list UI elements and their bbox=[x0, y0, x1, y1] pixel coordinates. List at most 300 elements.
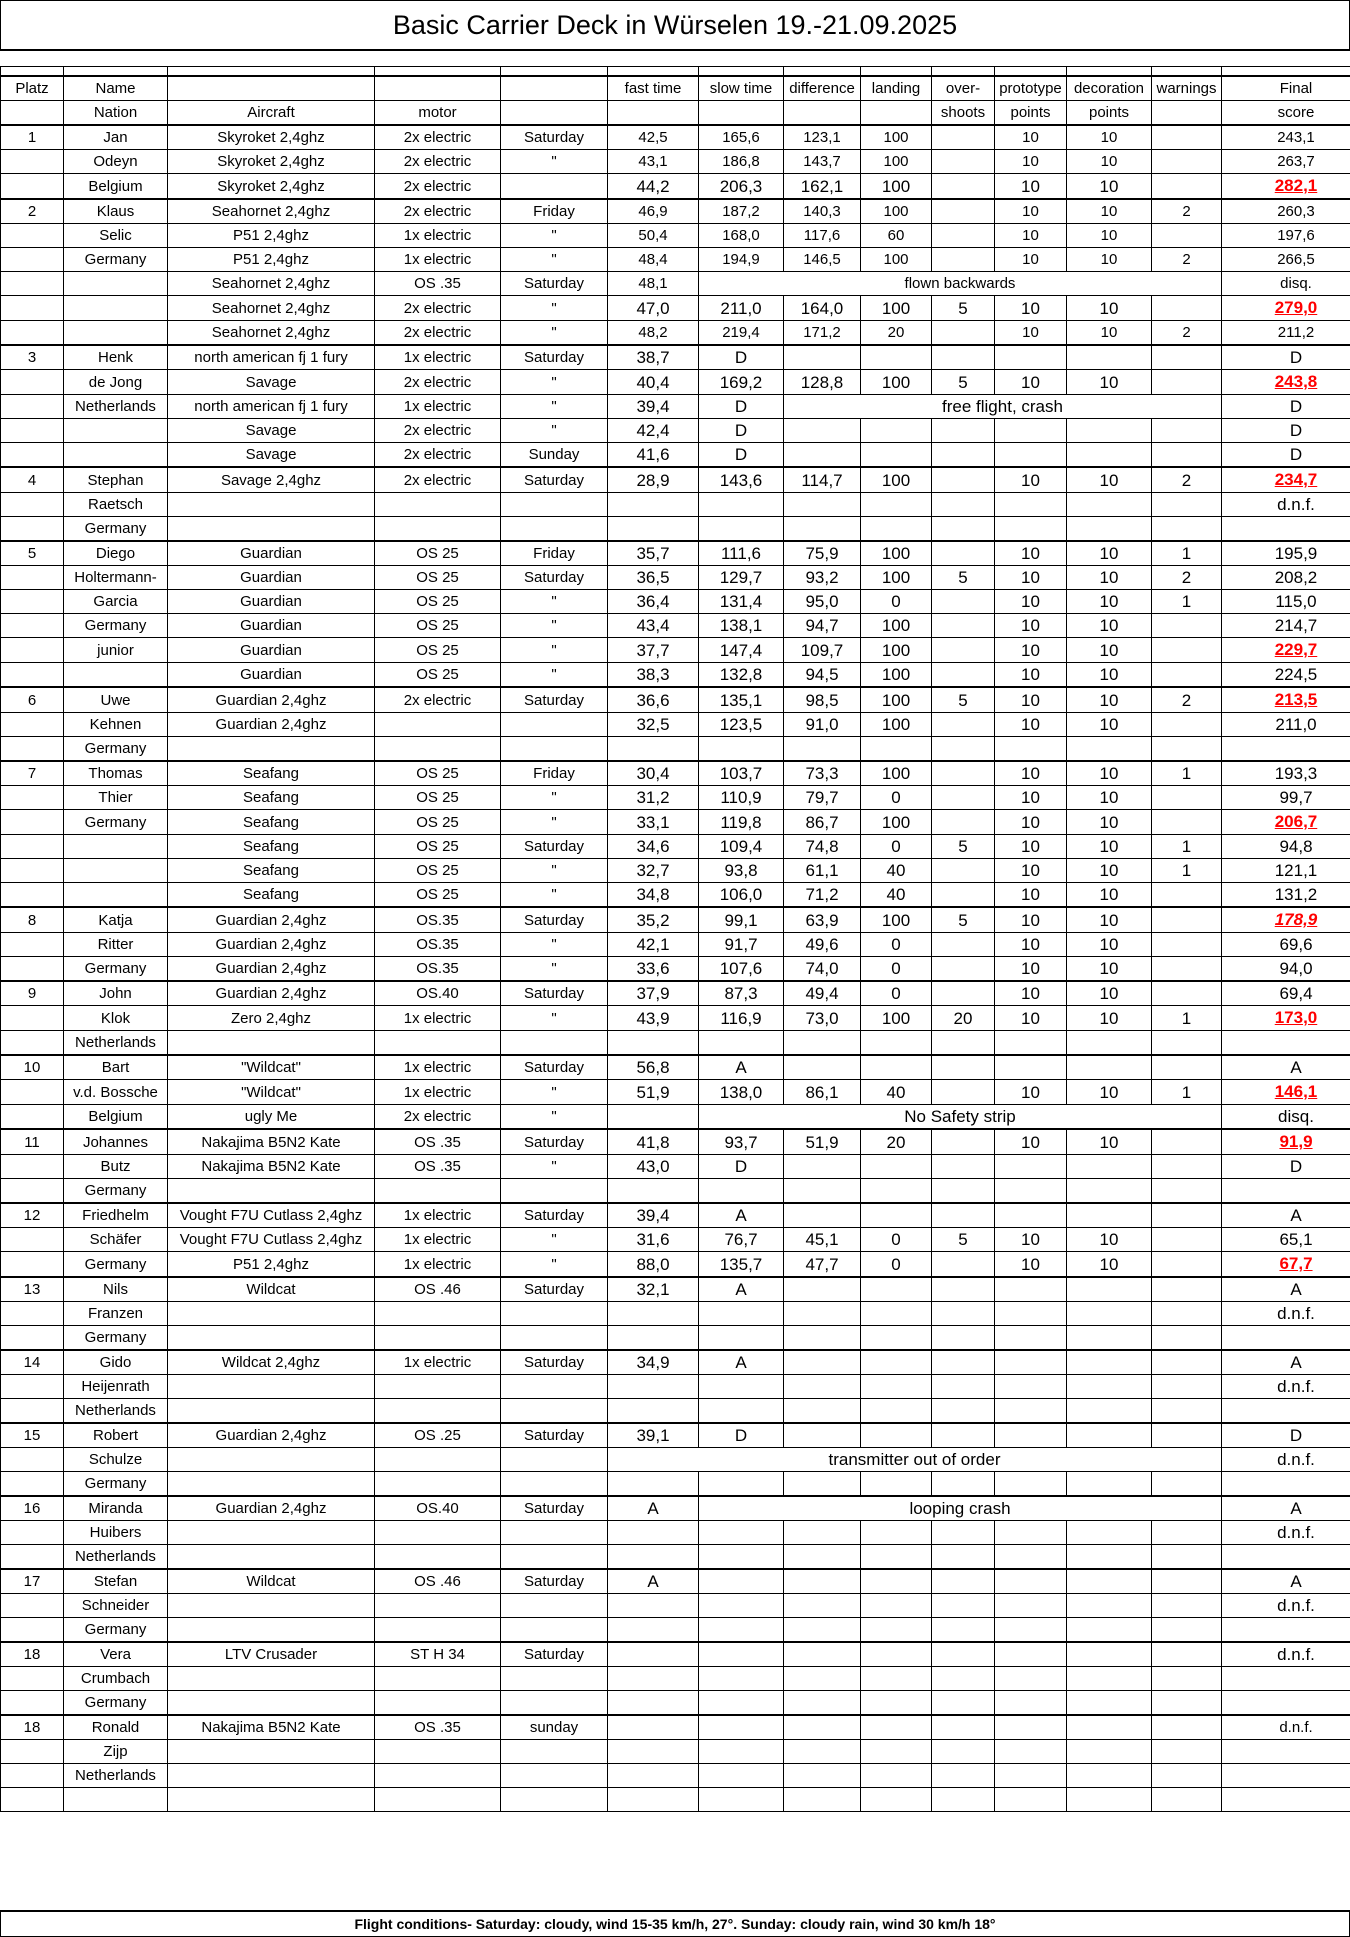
slow-time-cell: 132,8 bbox=[699, 663, 784, 688]
fast-time-cell bbox=[608, 1375, 699, 1399]
day-cell bbox=[501, 1375, 608, 1399]
motor-cell bbox=[375, 1740, 501, 1764]
difference-cell: 74,8 bbox=[784, 835, 861, 859]
decoration-cell bbox=[1067, 1667, 1152, 1691]
aircraft-cell bbox=[168, 1448, 375, 1472]
difference-cell bbox=[784, 1472, 861, 1497]
slow-time-cell: D bbox=[699, 395, 784, 419]
name-cell: Netherlands bbox=[64, 395, 168, 419]
day-cell: Saturday bbox=[501, 566, 608, 590]
place-cell bbox=[1, 419, 64, 443]
name-cell: Odeyn bbox=[64, 150, 168, 174]
decoration-cell: 10 bbox=[1067, 933, 1152, 957]
table-row bbox=[1, 737, 1350, 762]
table-row bbox=[1, 614, 1350, 638]
decoration-cell bbox=[1067, 1594, 1152, 1618]
table-row bbox=[1, 1375, 1350, 1399]
name-cell: v.d. Bossche bbox=[64, 1080, 168, 1105]
final-score-cell: D bbox=[1222, 443, 1350, 468]
table-row bbox=[1, 1545, 1350, 1570]
table-row bbox=[1, 1006, 1350, 1031]
fast-time-cell: 39,4 bbox=[608, 395, 699, 419]
difference-cell: 162,1 bbox=[784, 174, 861, 200]
difference-cell: 128,8 bbox=[784, 370, 861, 395]
final-score-cell: disq. bbox=[1222, 1105, 1350, 1130]
motor-cell: OS 25 bbox=[375, 638, 501, 663]
decoration-cell bbox=[1067, 1569, 1152, 1594]
name-cell: Kehnen bbox=[64, 713, 168, 737]
motor-cell: OS 25 bbox=[375, 566, 501, 590]
best-score: 282,1 bbox=[1275, 176, 1318, 195]
fast-time-cell bbox=[608, 1715, 699, 1740]
slow-time-cell bbox=[699, 1375, 784, 1399]
final-score-cell: 115,0 bbox=[1222, 590, 1350, 614]
prototype-cell: 10 bbox=[995, 590, 1067, 614]
landing-cell bbox=[861, 1399, 932, 1424]
day-cell: Saturday bbox=[501, 345, 608, 370]
table-row bbox=[1, 248, 1350, 272]
decoration-cell: 10 bbox=[1067, 810, 1152, 835]
header-cell: points bbox=[1067, 101, 1152, 126]
final-score-cell: 195,9 bbox=[1222, 541, 1350, 566]
aircraft-cell bbox=[168, 1179, 375, 1204]
place-cell: 17 bbox=[1, 1569, 64, 1594]
slow-time-cell: 119,8 bbox=[699, 810, 784, 835]
prototype-cell: 10 bbox=[995, 810, 1067, 835]
motor-cell: 1x electric bbox=[375, 1006, 501, 1031]
place-cell: 2 bbox=[1, 199, 64, 224]
prototype-cell: 10 bbox=[995, 883, 1067, 908]
slow-time-cell bbox=[699, 1691, 784, 1716]
name-cell: Germany bbox=[64, 248, 168, 272]
prototype-cell: 10 bbox=[995, 1080, 1067, 1105]
decoration-cell: 10 bbox=[1067, 370, 1152, 395]
day-cell: Saturday bbox=[501, 1496, 608, 1521]
final-score-cell bbox=[1222, 1618, 1350, 1643]
prototype-cell: 10 bbox=[995, 296, 1067, 321]
place-cell: 18 bbox=[1, 1715, 64, 1740]
difference-cell: 123,1 bbox=[784, 125, 861, 150]
prototype-cell bbox=[995, 1764, 1067, 1788]
prototype-cell: 10 bbox=[995, 370, 1067, 395]
fast-time-cell bbox=[608, 1031, 699, 1056]
difference-cell: 49,4 bbox=[784, 981, 861, 1006]
table-row bbox=[1, 981, 1350, 1006]
motor-cell bbox=[375, 493, 501, 517]
final-score-cell: 263,7 bbox=[1222, 150, 1350, 174]
day-cell: " bbox=[501, 1228, 608, 1252]
motor-cell: 2x electric bbox=[375, 443, 501, 468]
final-score-cell: d.n.f. bbox=[1222, 1302, 1350, 1326]
name-cell: Henk bbox=[64, 345, 168, 370]
aircraft-cell bbox=[168, 517, 375, 542]
table-row bbox=[1, 761, 1350, 786]
landing-cell bbox=[861, 1423, 932, 1448]
warnings-cell: 1 bbox=[1152, 1006, 1222, 1031]
final-score-cell: 197,6 bbox=[1222, 224, 1350, 248]
day-cell: " bbox=[501, 321, 608, 346]
day-cell bbox=[501, 1031, 608, 1056]
header-cell: slow time bbox=[699, 76, 784, 101]
prototype-cell bbox=[995, 737, 1067, 762]
motor-cell: OS 25 bbox=[375, 614, 501, 638]
difference-cell: 98,5 bbox=[784, 687, 861, 713]
final-score-cell: d.n.f. bbox=[1222, 1642, 1350, 1667]
overshoots-cell bbox=[932, 1423, 995, 1448]
landing-cell: 100 bbox=[861, 638, 932, 663]
table-row bbox=[1, 1472, 1350, 1497]
fast-time-cell: 36,5 bbox=[608, 566, 699, 590]
overshoots-cell: 5 bbox=[932, 566, 995, 590]
aircraft-cell: Guardian 2,4ghz bbox=[168, 1496, 375, 1521]
fast-time-cell: 35,2 bbox=[608, 907, 699, 933]
warnings-cell bbox=[1152, 1155, 1222, 1179]
final-score-cell: A bbox=[1222, 1277, 1350, 1302]
slow-time-cell: D bbox=[699, 1423, 784, 1448]
day-cell: " bbox=[501, 810, 608, 835]
aircraft-cell: Guardian bbox=[168, 590, 375, 614]
best-score: 91,9 bbox=[1279, 1132, 1312, 1151]
prototype-cell bbox=[995, 1569, 1067, 1594]
decoration-cell: 10 bbox=[1067, 541, 1152, 566]
aircraft-cell: "Wildcat" bbox=[168, 1080, 375, 1105]
warnings-cell bbox=[1152, 517, 1222, 542]
final-score-cell bbox=[1222, 1472, 1350, 1497]
aircraft-cell: Wildcat bbox=[168, 1277, 375, 1302]
place-cell: 14 bbox=[1, 1350, 64, 1375]
prototype-cell bbox=[995, 1031, 1067, 1056]
difference-cell bbox=[784, 1521, 861, 1545]
landing-cell bbox=[861, 1569, 932, 1594]
slow-time-cell: 91,7 bbox=[699, 933, 784, 957]
decoration-cell: 10 bbox=[1067, 981, 1152, 1006]
difference-cell bbox=[784, 1179, 861, 1204]
slow-time-cell: 111,6 bbox=[699, 541, 784, 566]
name-cell: Germany bbox=[64, 517, 168, 542]
table-row bbox=[1, 419, 1350, 443]
place-cell: 5 bbox=[1, 541, 64, 566]
day-cell: " bbox=[501, 933, 608, 957]
difference-cell: 114,7 bbox=[784, 467, 861, 493]
slow-time-cell: 109,4 bbox=[699, 835, 784, 859]
difference-cell bbox=[784, 345, 861, 370]
warnings-cell bbox=[1152, 125, 1222, 150]
motor-cell: 2x electric bbox=[375, 125, 501, 150]
day-cell: Sunday bbox=[501, 443, 608, 468]
warnings-cell bbox=[1152, 1569, 1222, 1594]
slow-time-cell: 219,4 bbox=[699, 321, 784, 346]
warnings-cell: 1 bbox=[1152, 859, 1222, 883]
best-score: 213,5 bbox=[1275, 690, 1318, 709]
decoration-cell bbox=[1067, 1764, 1152, 1788]
place-cell bbox=[1, 1667, 64, 1691]
overshoots-cell bbox=[932, 1055, 995, 1080]
table-row bbox=[1, 517, 1350, 542]
name-cell: Netherlands bbox=[64, 1545, 168, 1570]
motor-cell: OS.40 bbox=[375, 1496, 501, 1521]
day-cell: Friday bbox=[501, 541, 608, 566]
note-cell: transmitter out of order bbox=[608, 1448, 1222, 1472]
name-cell: Crumbach bbox=[64, 1667, 168, 1691]
final-score-cell: D bbox=[1222, 345, 1350, 370]
spacer-row bbox=[1, 67, 1350, 77]
prototype-cell bbox=[995, 1423, 1067, 1448]
aircraft-cell: Guardian bbox=[168, 566, 375, 590]
motor-cell bbox=[375, 1545, 501, 1570]
motor-cell: 2x electric bbox=[375, 687, 501, 713]
fast-time-cell bbox=[608, 1545, 699, 1570]
header-cell bbox=[501, 101, 608, 126]
day-cell: " bbox=[501, 590, 608, 614]
table-row bbox=[1, 1496, 1350, 1521]
overshoots-cell: 5 bbox=[932, 835, 995, 859]
table-row bbox=[1, 1105, 1350, 1130]
motor-cell bbox=[375, 1521, 501, 1545]
table-row bbox=[1, 933, 1350, 957]
warnings-cell bbox=[1152, 1326, 1222, 1351]
fast-time-cell bbox=[608, 1472, 699, 1497]
note-cell: flown backwards bbox=[699, 272, 1222, 296]
prototype-cell: 10 bbox=[995, 566, 1067, 590]
decoration-cell bbox=[1067, 1326, 1152, 1351]
table-row bbox=[1, 1423, 1350, 1448]
warnings-cell: 1 bbox=[1152, 541, 1222, 566]
difference-cell bbox=[784, 419, 861, 443]
name-cell: John bbox=[64, 981, 168, 1006]
aircraft-cell: Savage 2,4ghz bbox=[168, 467, 375, 493]
slow-time-cell: 211,0 bbox=[699, 296, 784, 321]
motor-cell: OS 25 bbox=[375, 541, 501, 566]
final-score-cell: D bbox=[1222, 1423, 1350, 1448]
slow-time-cell: 168,0 bbox=[699, 224, 784, 248]
landing-cell: 40 bbox=[861, 1080, 932, 1105]
aircraft-cell: Seafang bbox=[168, 859, 375, 883]
day-cell: Saturday bbox=[501, 1129, 608, 1155]
place-cell bbox=[1, 1545, 64, 1570]
difference-cell: 94,7 bbox=[784, 614, 861, 638]
day-cell: " bbox=[501, 859, 608, 883]
overshoots-cell bbox=[932, 1399, 995, 1424]
motor-cell: 2x electric bbox=[375, 370, 501, 395]
place-cell: 12 bbox=[1, 1203, 64, 1228]
warnings-cell bbox=[1152, 1521, 1222, 1545]
prototype-cell bbox=[995, 1326, 1067, 1351]
place-cell: 3 bbox=[1, 345, 64, 370]
header-cell: decoration bbox=[1067, 76, 1152, 101]
difference-cell: 63,9 bbox=[784, 907, 861, 933]
header-cell: points bbox=[995, 101, 1067, 126]
day-cell: " bbox=[501, 957, 608, 982]
aircraft-cell: Seafang bbox=[168, 835, 375, 859]
decoration-cell bbox=[1067, 1203, 1152, 1228]
final-score-cell bbox=[1222, 737, 1350, 762]
header-cell: landing bbox=[861, 76, 932, 101]
slow-time-cell: 103,7 bbox=[699, 761, 784, 786]
table-row bbox=[1, 1203, 1350, 1228]
final-score-cell: 94,0 bbox=[1222, 957, 1350, 982]
prototype-cell: 10 bbox=[995, 1006, 1067, 1031]
place-cell bbox=[1, 395, 64, 419]
place-cell: 7 bbox=[1, 761, 64, 786]
landing-cell: 0 bbox=[861, 957, 932, 982]
header-cell: Final bbox=[1222, 76, 1350, 101]
landing-cell: 100 bbox=[861, 370, 932, 395]
prototype-cell: 10 bbox=[995, 150, 1067, 174]
decoration-cell: 10 bbox=[1067, 1252, 1152, 1278]
final-score-cell: d.n.f. bbox=[1222, 1448, 1350, 1472]
best-score: 229,7 bbox=[1275, 640, 1318, 659]
overshoots-cell bbox=[932, 443, 995, 468]
overshoots-cell bbox=[932, 541, 995, 566]
landing-cell: 0 bbox=[861, 981, 932, 1006]
landing-cell bbox=[861, 1691, 932, 1716]
prototype-cell: 10 bbox=[995, 687, 1067, 713]
overshoots-cell bbox=[932, 614, 995, 638]
place-cell bbox=[1, 1691, 64, 1716]
difference-cell bbox=[784, 1642, 861, 1667]
decoration-cell bbox=[1067, 1055, 1152, 1080]
prototype-cell: 10 bbox=[995, 199, 1067, 224]
header-cell: Platz bbox=[1, 76, 64, 101]
name-cell bbox=[64, 321, 168, 346]
final-score-cell bbox=[1222, 1764, 1350, 1788]
overshoots-cell bbox=[932, 1252, 995, 1278]
table-row bbox=[1, 296, 1350, 321]
prototype-cell bbox=[995, 1375, 1067, 1399]
aircraft-cell: north american fj 1 fury bbox=[168, 395, 375, 419]
name-cell: Germany bbox=[64, 957, 168, 982]
day-cell: " bbox=[501, 296, 608, 321]
place-cell bbox=[1, 883, 64, 908]
aircraft-cell: P51 2,4ghz bbox=[168, 1252, 375, 1278]
motor-cell: OS 25 bbox=[375, 810, 501, 835]
table-row bbox=[1, 1080, 1350, 1105]
place-cell bbox=[1, 737, 64, 762]
name-cell bbox=[64, 272, 168, 296]
name-cell: Johannes bbox=[64, 1129, 168, 1155]
place-cell bbox=[1, 174, 64, 200]
landing-cell bbox=[861, 517, 932, 542]
overshoots-cell: 5 bbox=[932, 296, 995, 321]
motor-cell: OS.35 bbox=[375, 957, 501, 982]
prototype-cell: 10 bbox=[995, 981, 1067, 1006]
overshoots-cell: 5 bbox=[932, 1228, 995, 1252]
fast-time-cell: 34,9 bbox=[608, 1350, 699, 1375]
name-cell: Garcia bbox=[64, 590, 168, 614]
name-cell: Netherlands bbox=[64, 1764, 168, 1788]
decoration-cell bbox=[1067, 517, 1152, 542]
slow-time-cell: 147,4 bbox=[699, 638, 784, 663]
prototype-cell bbox=[995, 443, 1067, 468]
overshoots-cell bbox=[932, 1545, 995, 1570]
final-score-cell bbox=[1222, 1399, 1350, 1424]
difference-cell: 93,2 bbox=[784, 566, 861, 590]
fast-time-cell: 48,1 bbox=[608, 272, 699, 296]
aircraft-cell: Guardian 2,4ghz bbox=[168, 907, 375, 933]
final-score-cell bbox=[1222, 174, 1350, 200]
aircraft-cell bbox=[168, 1740, 375, 1764]
overshoots-cell bbox=[932, 638, 995, 663]
landing-cell bbox=[861, 1594, 932, 1618]
place-cell bbox=[1, 1399, 64, 1424]
fast-time-cell bbox=[608, 1618, 699, 1643]
landing-cell bbox=[861, 1302, 932, 1326]
aircraft-cell bbox=[168, 1326, 375, 1351]
fast-time-cell: 43,9 bbox=[608, 1006, 699, 1031]
decoration-cell bbox=[1067, 1740, 1152, 1764]
name-cell: Robert bbox=[64, 1423, 168, 1448]
difference-cell bbox=[784, 493, 861, 517]
motor-cell: OS .25 bbox=[375, 1423, 501, 1448]
aircraft-cell bbox=[168, 1399, 375, 1424]
landing-cell: 100 bbox=[861, 541, 932, 566]
place-cell bbox=[1, 1594, 64, 1618]
header-cell bbox=[861, 101, 932, 126]
warnings-cell bbox=[1152, 810, 1222, 835]
landing-cell bbox=[861, 1764, 932, 1788]
warnings-cell bbox=[1152, 737, 1222, 762]
header-cell bbox=[375, 76, 501, 101]
prototype-cell: 10 bbox=[995, 174, 1067, 200]
best-score: 234,7 bbox=[1275, 470, 1318, 489]
overshoots-cell bbox=[932, 713, 995, 737]
difference-cell bbox=[784, 1155, 861, 1179]
landing-cell bbox=[861, 1667, 932, 1691]
warnings-cell bbox=[1152, 1764, 1222, 1788]
aircraft-cell bbox=[168, 737, 375, 762]
day-cell bbox=[501, 1764, 608, 1788]
aircraft-cell: Seafang bbox=[168, 810, 375, 835]
name-cell: Raetsch bbox=[64, 493, 168, 517]
motor-cell: OS.35 bbox=[375, 933, 501, 957]
motor-cell: OS.35 bbox=[375, 907, 501, 933]
slow-time-cell: D bbox=[699, 419, 784, 443]
place-cell: 8 bbox=[1, 907, 64, 933]
decoration-cell: 10 bbox=[1067, 174, 1152, 200]
day-cell bbox=[501, 1691, 608, 1716]
day-cell: Saturday bbox=[501, 1423, 608, 1448]
header-cell: shoots bbox=[932, 101, 995, 126]
day-cell bbox=[501, 737, 608, 762]
fast-time-cell: A bbox=[608, 1496, 699, 1521]
slow-time-cell bbox=[699, 1764, 784, 1788]
name-cell: Selic bbox=[64, 224, 168, 248]
aircraft-cell: LTV Crusader bbox=[168, 1642, 375, 1667]
day-cell: " bbox=[501, 224, 608, 248]
aircraft-cell: Nakajima B5N2 Kate bbox=[168, 1715, 375, 1740]
overshoots-cell bbox=[932, 1691, 995, 1716]
decoration-cell: 10 bbox=[1067, 1006, 1152, 1031]
header-cell: Aircraft bbox=[168, 101, 375, 126]
motor-cell: 2x electric bbox=[375, 174, 501, 200]
slow-time-cell: D bbox=[699, 345, 784, 370]
final-score-cell: 260,3 bbox=[1222, 199, 1350, 224]
decoration-cell bbox=[1067, 1399, 1152, 1424]
day-cell: Saturday bbox=[501, 467, 608, 493]
final-score-cell: A bbox=[1222, 1350, 1350, 1375]
header-cell: fast time bbox=[608, 76, 699, 101]
difference-cell bbox=[784, 1667, 861, 1691]
slow-time-cell: D bbox=[699, 443, 784, 468]
aircraft-cell: Guardian bbox=[168, 638, 375, 663]
warnings-cell: 2 bbox=[1152, 566, 1222, 590]
warnings-cell bbox=[1152, 1594, 1222, 1618]
note-cell: free flight, crash bbox=[784, 395, 1222, 419]
table-row bbox=[1, 1715, 1350, 1740]
final-score-cell: d.n.f. bbox=[1222, 1715, 1350, 1740]
fast-time-cell: 33,6 bbox=[608, 957, 699, 982]
decoration-cell: 10 bbox=[1067, 296, 1152, 321]
